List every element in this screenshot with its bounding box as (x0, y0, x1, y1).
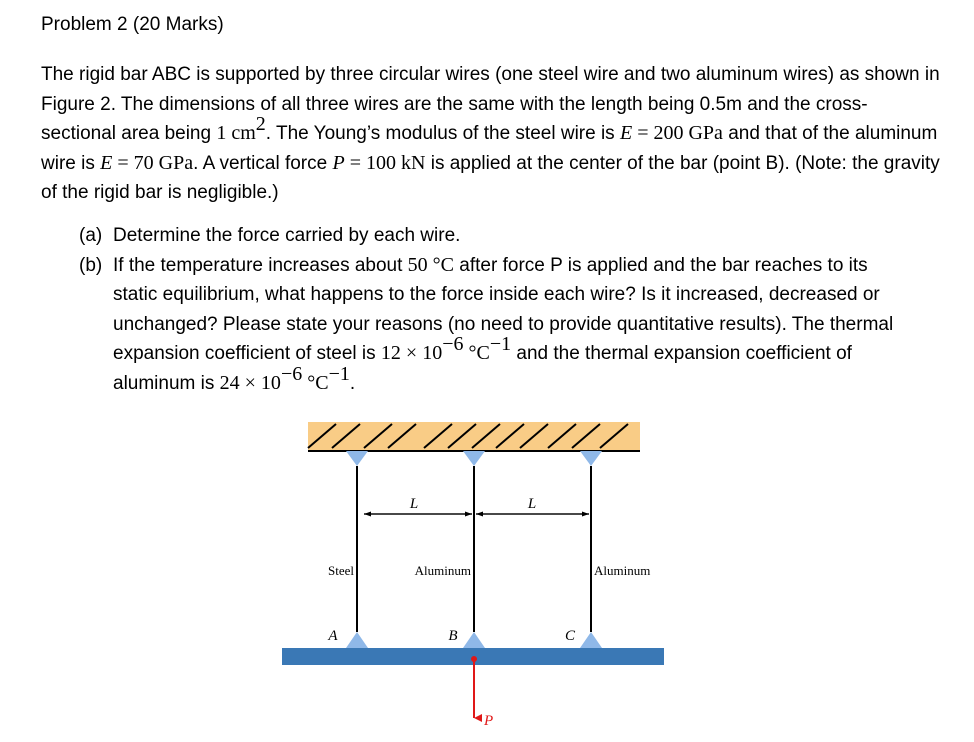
dimension-label-right: L (527, 496, 537, 512)
point-a-label: A (328, 628, 338, 644)
aluminum-wire-right-label: Aluminum (594, 563, 651, 578)
part-a-text: Determine the force carried by each wire. (113, 225, 461, 246)
top-pin-right (580, 451, 602, 466)
problem-title: Problem 2 (20 Marks) (41, 14, 224, 35)
top-pin-left (346, 451, 368, 466)
bottom-pin-b (463, 632, 485, 648)
force-p-label: P (484, 713, 494, 729)
bottom-pin-c (580, 632, 602, 648)
aluminum-wire-middle-label: Aluminum (414, 563, 471, 578)
point-b-label: B (448, 628, 458, 644)
part-b-text: If the temperature increases about 50 °C after force P is applied and the bar reaches to its static equilibrium, what happens to the force inside each wire? Is it increased, decreased or unchanged? Please state your reasons (no need to provide quantitative results). The thermal expansion coefficient of steel is $12 \times 10^{-6}$ $^\circ C^{-1}$ and the thermal expansion coefficient of aluminum is $24 \times 10^{-6}$ $^\circ C^{-1}$. (113, 253, 894, 394)
problem-intro: The rigid bar ABC is supported by three circular wires (one steel wire and two aluminum wires) as shown in Figure 2. The dimensions of all three wires are the same with the length being 0.5m and the cross-sectional area being 1 $cm^2$. The Young’s modulus of the steel wire is E = 200 GPa and that of the aluminum wire is E = 70 GPa. A vertical force P = 100 kN is applied at the center of the bar (point B). (Note: the gravity of the rigid bar is negligible.) (41, 64, 940, 204)
ceiling-support (308, 422, 640, 451)
bottom-pin-a (346, 632, 368, 648)
dimension-label-left: L (409, 496, 419, 512)
part-b-label: (b) (79, 254, 103, 276)
top-pin-middle (463, 451, 485, 466)
part-a-label: (a) (79, 225, 103, 246)
steel-wire-label: Steel (328, 563, 354, 578)
point-c-label: C (564, 628, 576, 644)
